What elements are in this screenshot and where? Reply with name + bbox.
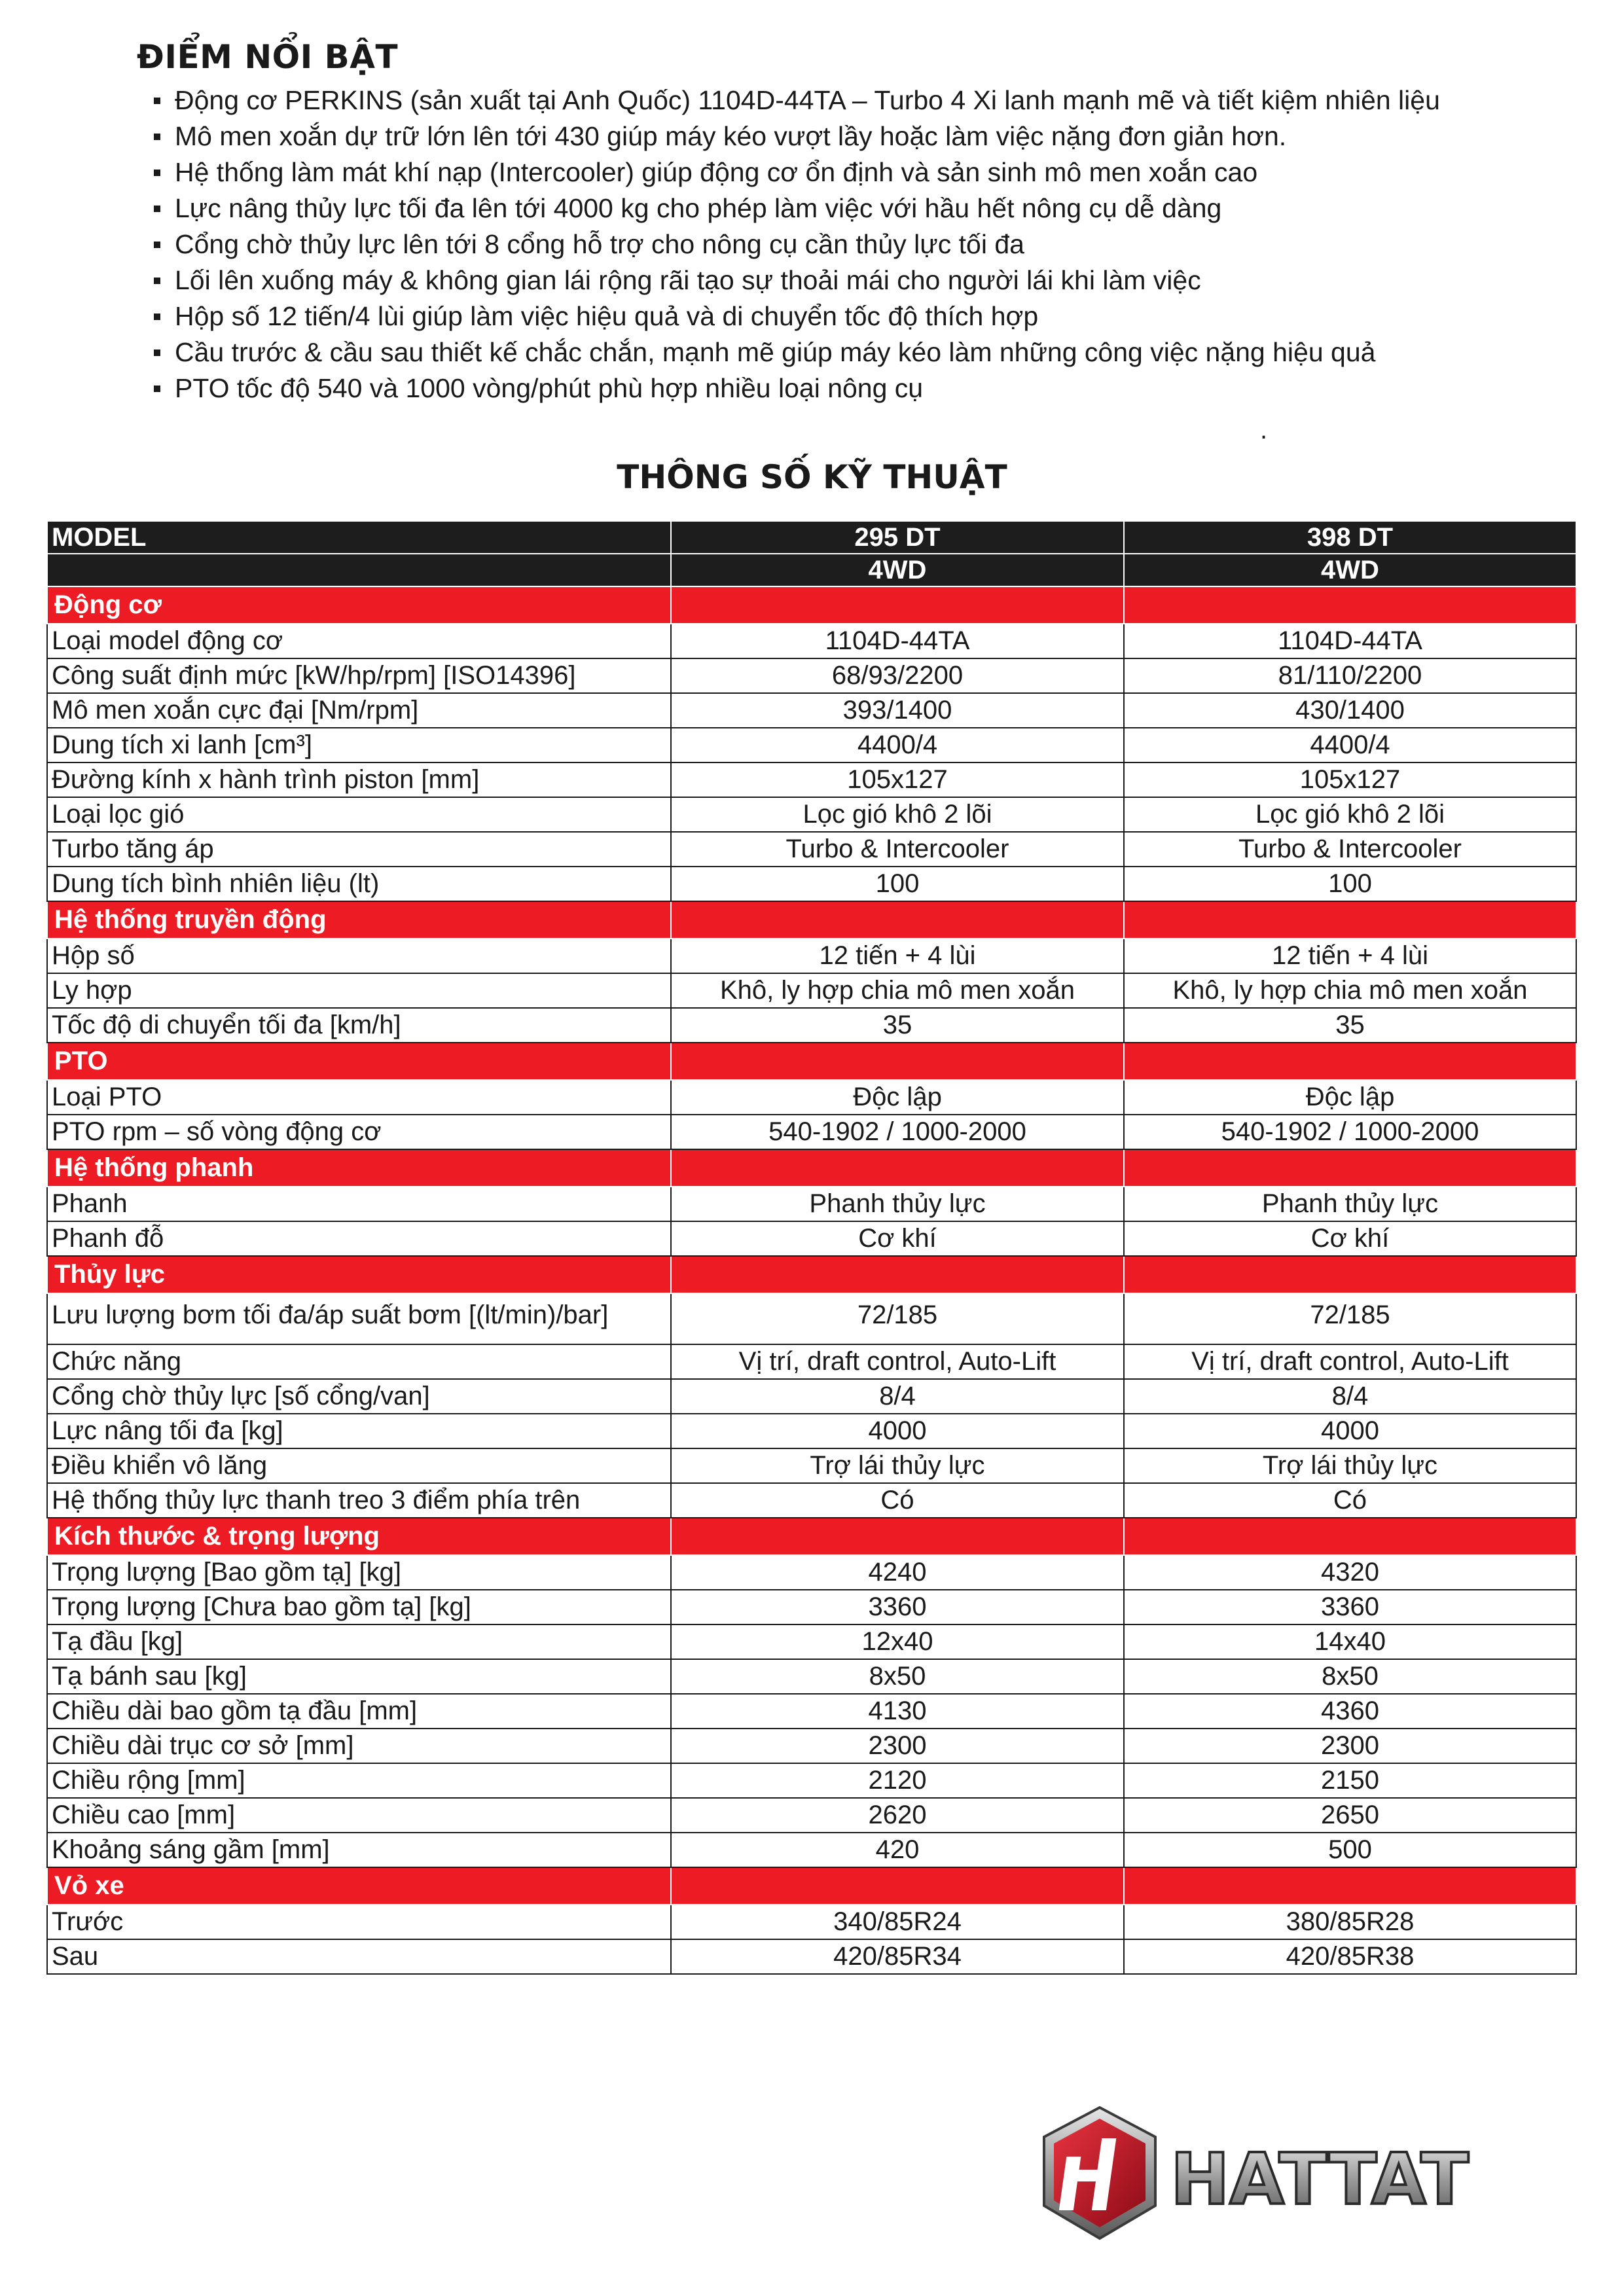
spec-value-model-2: 72/185: [1124, 1293, 1576, 1344]
table-header-row-model: [47, 521, 1576, 554]
spec-value-model-2: 2650: [1124, 1798, 1576, 1833]
spec-value-model-1: 2620: [671, 1798, 1124, 1833]
spec-value-model-2: Độc lập: [1124, 1080, 1576, 1115]
spec-value-model-2: 100: [1124, 867, 1576, 901]
spec-label: Đường kính x hành trình piston [mm]: [47, 762, 671, 797]
spec-value-model-2: 500: [1124, 1833, 1576, 1867]
table-row: [47, 1414, 1576, 1448]
spec-value-model-1: 12x40: [671, 1624, 1124, 1659]
table-row: [47, 1729, 1576, 1763]
table-row: [47, 1448, 1576, 1483]
spec-value-model-2: 380/85R28: [1124, 1905, 1576, 1939]
section-blank: [1124, 1867, 1576, 1905]
spec-label: Chiều cao [mm]: [47, 1798, 671, 1833]
highlight-item: PTO tốc độ 540 và 1000 vòng/phút phù hợp nhiều loại nông cụ: [154, 370, 1607, 406]
table-row: [47, 1624, 1576, 1659]
table-row: [47, 939, 1576, 973]
section-blank: [671, 1256, 1124, 1293]
spec-value-model-1: 4400/4: [671, 728, 1124, 762]
spec-label: Phanh đỗ: [47, 1221, 671, 1256]
table-row: [47, 1659, 1576, 1694]
spec-value-model-1: Có: [671, 1483, 1124, 1518]
spec-value-model-1: 393/1400: [671, 693, 1124, 728]
spec-value-model-2: 4400/4: [1124, 728, 1576, 762]
spec-label: Dung tích bình nhiên liệu (lt): [47, 867, 671, 901]
spec-value-model-2: 4320: [1124, 1555, 1576, 1590]
spec-value-model-2: 35: [1124, 1008, 1576, 1043]
spec-label: Hộp số: [47, 939, 671, 973]
table-row: [47, 797, 1576, 832]
spec-value-model-1: 4130: [671, 1694, 1124, 1729]
spec-label: Ly hợp: [47, 973, 671, 1008]
table-row: [47, 1187, 1576, 1221]
spec-value-model-2: Cơ khí: [1124, 1221, 1576, 1256]
section-label: Hệ thống truyền động: [47, 901, 671, 939]
spec-value-model-1: 35: [671, 1008, 1124, 1043]
logo-wordmark: HATTAT: [1170, 2139, 1469, 2221]
spec-label: Trọng lượng [Chưa bao gồm tạ] [kg]: [47, 1590, 671, 1624]
spec-value-model-1: Vị trí, draft control, Auto-Lift: [671, 1344, 1124, 1379]
section-blank: [671, 1043, 1124, 1080]
spec-value-model-2: 540-1902 / 1000-2000: [1124, 1115, 1576, 1149]
spec-value-model-2: 4000: [1124, 1414, 1576, 1448]
section-label: Vỏ xe: [47, 1867, 671, 1905]
spec-value-model-1: 340/85R24: [671, 1905, 1124, 1939]
header-model-2: 398 DT: [1124, 521, 1576, 554]
table-row: [47, 728, 1576, 762]
spec-value-model-1: 3360: [671, 1590, 1124, 1624]
highlight-item: Lối lên xuống máy & không gian lái rộng rãi tạo sự thoải mái cho người lái khi làm việc: [154, 262, 1607, 298]
table-row: [47, 1379, 1576, 1414]
spec-label: Cổng chờ thủy lực [số cổng/van]: [47, 1379, 671, 1414]
spec-value-model-2: 420/85R38: [1124, 1939, 1576, 1974]
spec-value-model-1: Khô, ly hợp chia mô men xoắn: [671, 973, 1124, 1008]
section-blank: [1124, 1518, 1576, 1555]
spec-label: Khoảng sáng gầm [mm]: [47, 1833, 671, 1867]
spec-value-model-1: 100: [671, 867, 1124, 901]
table-row: [47, 624, 1576, 658]
spec-label: Tạ đầu [kg]: [47, 1624, 671, 1659]
highlights-section: [134, 38, 1607, 406]
spec-value-model-1: 2300: [671, 1729, 1124, 1763]
spec-value-model-2: Có: [1124, 1483, 1576, 1518]
section-label: Động cơ: [47, 586, 671, 624]
table-row: [47, 1939, 1576, 1974]
table-row: [47, 1905, 1576, 1939]
table-row: [47, 1590, 1576, 1624]
specs-table: [46, 520, 1577, 1975]
spec-label: PTO rpm – số vòng động cơ: [47, 1115, 671, 1149]
highlight-item: Cổng chờ thủy lực lên tới 8 cổng hỗ trợ cho nông cụ cần thủy lực tối đa: [154, 226, 1607, 262]
spec-value-model-1: 420: [671, 1833, 1124, 1867]
spec-label: Mô men xoắn cực đại [Nm/rpm]: [47, 693, 671, 728]
spec-value-model-2: Turbo & Intercooler: [1124, 832, 1576, 867]
spec-value-model-1: 4240: [671, 1555, 1124, 1590]
spec-value-model-1: 8x50: [671, 1659, 1124, 1694]
section-blank: [1124, 586, 1576, 624]
spec-value-model-1: 1104D-44TA: [671, 624, 1124, 658]
stray-mark: .: [1260, 416, 1268, 444]
spec-value-model-2: Lọc gió khô 2 lõi: [1124, 797, 1576, 832]
section-label: PTO: [47, 1043, 671, 1080]
spec-value-model-1: Lọc gió khô 2 lõi: [671, 797, 1124, 832]
spec-value-model-2: 14x40: [1124, 1624, 1576, 1659]
section-blank: [1124, 901, 1576, 939]
header-model-label: MODEL: [47, 521, 671, 554]
table-row: [47, 1344, 1576, 1379]
section-row: [47, 1867, 1576, 1905]
highlights-title: ĐIỂM NỔI BẬT: [137, 38, 399, 76]
spec-value-model-1: 72/185: [671, 1293, 1124, 1344]
table-row: [47, 1555, 1576, 1590]
table-row: [47, 1763, 1576, 1798]
spec-label: Tạ bánh sau [kg]: [47, 1659, 671, 1694]
section-blank: [1124, 1256, 1576, 1293]
table-row: [47, 1694, 1576, 1729]
spec-value-model-1: 420/85R34: [671, 1939, 1124, 1974]
spec-value-model-2: 8x50: [1124, 1659, 1576, 1694]
section-blank: [1124, 1043, 1576, 1080]
spec-label: Sau: [47, 1939, 671, 1974]
highlight-item: Cầu trước & cầu sau thiết kế chắc chắn, mạnh mẽ giúp máy kéo làm những công việc nặng hiệu quả: [154, 334, 1607, 370]
header-drive-2: 4WD: [1124, 554, 1576, 586]
spec-label: Điều khiển vô lăng: [47, 1448, 671, 1483]
table-row: [47, 693, 1576, 728]
spec-value-model-2: Vị trí, draft control, Auto-Lift: [1124, 1344, 1576, 1379]
section-row: [47, 1149, 1576, 1187]
spec-label: Tốc độ di chuyển tối đa [km/h]: [47, 1008, 671, 1043]
spec-label: Công suất định mức [kW/hp/rpm] [ISO14396]: [47, 658, 671, 693]
table-row: [47, 762, 1576, 797]
spec-value-model-2: 1104D-44TA: [1124, 624, 1576, 658]
spec-value-model-1: 2120: [671, 1763, 1124, 1798]
table-row: [47, 1115, 1576, 1149]
spec-value-model-1: Độc lập: [671, 1080, 1124, 1115]
spec-value-model-2: 12 tiến + 4 lùi: [1124, 939, 1576, 973]
spec-value-model-2: 2150: [1124, 1763, 1576, 1798]
spec-value-model-1: 540-1902 / 1000-2000: [671, 1115, 1124, 1149]
section-blank: [671, 901, 1124, 939]
spec-value-model-2: 81/110/2200: [1124, 658, 1576, 693]
section-blank: [671, 1518, 1124, 1555]
table-row: [47, 1833, 1576, 1867]
section-row: [47, 586, 1576, 624]
section-row: [47, 1256, 1576, 1293]
section-label: Hệ thống phanh: [47, 1149, 671, 1187]
highlight-item: Mô men xoắn dự trữ lớn lên tới 430 giúp máy kéo vượt lầy hoặc làm việc nặng đơn giản hơn.: [154, 118, 1607, 154]
header-drive-blank: [47, 554, 671, 586]
spec-label: Chiều dài bao gồm tạ đầu [mm]: [47, 1694, 671, 1729]
spec-label: Loại PTO: [47, 1080, 671, 1115]
specs-title: THÔNG SỐ KỸ THUẬT: [617, 458, 1007, 496]
table-row: [47, 867, 1576, 901]
section-label: Thủy lực: [47, 1256, 671, 1293]
table-row: [47, 832, 1576, 867]
spec-value-model-2: 8/4: [1124, 1379, 1576, 1414]
spec-label: Loại lọc gió: [47, 797, 671, 832]
highlight-item: Động cơ PERKINS (sản xuất tại Anh Quốc) 1104D-44TA – Turbo 4 Xi lanh mạnh mẽ và tiết kiệm nhiên liệu: [154, 82, 1607, 118]
table-header-row-drive: [47, 554, 1576, 586]
spec-value-model-1: Cơ khí: [671, 1221, 1124, 1256]
section-blank: [671, 1867, 1124, 1905]
spec-label: Chiều rộng [mm]: [47, 1763, 671, 1798]
highlight-item: Hệ thống làm mát khí nạp (Intercooler) giúp động cơ ổn định và sản sinh mô men xoắn cao: [154, 154, 1607, 190]
spec-value-model-1: 8/4: [671, 1379, 1124, 1414]
spec-value-model-1: 105x127: [671, 762, 1124, 797]
section-row: [47, 901, 1576, 939]
highlights-list: [134, 82, 1607, 406]
table-row: [47, 1798, 1576, 1833]
hattat-logo: [1028, 2098, 1499, 2255]
spec-label: Hệ thống thủy lực thanh treo 3 điểm phía trên: [47, 1483, 671, 1518]
section-row: [47, 1043, 1576, 1080]
section-label: Kích thước & trọng lượng: [47, 1518, 671, 1555]
spec-value-model-2: 4360: [1124, 1694, 1576, 1729]
spec-value-model-1: Turbo & Intercooler: [671, 832, 1124, 867]
highlight-item: Hộp số 12 tiến/4 lùi giúp làm việc hiệu quả và di chuyển tốc độ thích hợp: [154, 298, 1607, 334]
table-row: [47, 1293, 1576, 1344]
spec-label: Dung tích xi lanh [cm³]: [47, 728, 671, 762]
spec-value-model-2: 3360: [1124, 1590, 1576, 1624]
spec-value-model-1: Trợ lái thủy lực: [671, 1448, 1124, 1483]
spec-value-model-1: Phanh thủy lực: [671, 1187, 1124, 1221]
spec-value-model-2: 2300: [1124, 1729, 1576, 1763]
spec-value-model-1: 68/93/2200: [671, 658, 1124, 693]
spec-value-model-2: Khô, ly hợp chia mô men xoắn: [1124, 973, 1576, 1008]
hattat-emblem-icon: [1028, 2098, 1499, 2255]
spec-value-model-1: 12 tiến + 4 lùi: [671, 939, 1124, 973]
spec-label: Lực nâng tối đa [kg]: [47, 1414, 671, 1448]
table-row: [47, 658, 1576, 693]
table-row: [47, 1483, 1576, 1518]
header-drive-1: 4WD: [671, 554, 1124, 586]
spec-label: Lưu lượng bơm tối đa/áp suất bơm [(lt/min)/bar]: [47, 1293, 671, 1344]
highlight-item: Lực nâng thủy lực tối đa lên tới 4000 kg cho phép làm việc với hầu hết nông cụ dễ dàng: [154, 190, 1607, 226]
spec-value-model-2: Phanh thủy lực: [1124, 1187, 1576, 1221]
spec-value-model-2: Trợ lái thủy lực: [1124, 1448, 1576, 1483]
table-row: [47, 973, 1576, 1008]
section-blank: [671, 1149, 1124, 1187]
spec-value-model-2: 430/1400: [1124, 693, 1576, 728]
spec-label: Chức năng: [47, 1344, 671, 1379]
spec-label: Loại model động cơ: [47, 624, 671, 658]
header-model-1: 295 DT: [671, 521, 1124, 554]
spec-label: Trọng lượng [Bao gồm tạ] [kg]: [47, 1555, 671, 1590]
table-row: [47, 1008, 1576, 1043]
spec-label: Turbo tăng áp: [47, 832, 671, 867]
spec-value-model-1: 4000: [671, 1414, 1124, 1448]
section-blank: [671, 586, 1124, 624]
spec-value-model-2: 105x127: [1124, 762, 1576, 797]
section-row: [47, 1518, 1576, 1555]
table-row: [47, 1080, 1576, 1115]
table-row: [47, 1221, 1576, 1256]
spec-label: Phanh: [47, 1187, 671, 1221]
spec-label: Trước: [47, 1905, 671, 1939]
section-blank: [1124, 1149, 1576, 1187]
spec-label: Chiều dài trục cơ sở [mm]: [47, 1729, 671, 1763]
